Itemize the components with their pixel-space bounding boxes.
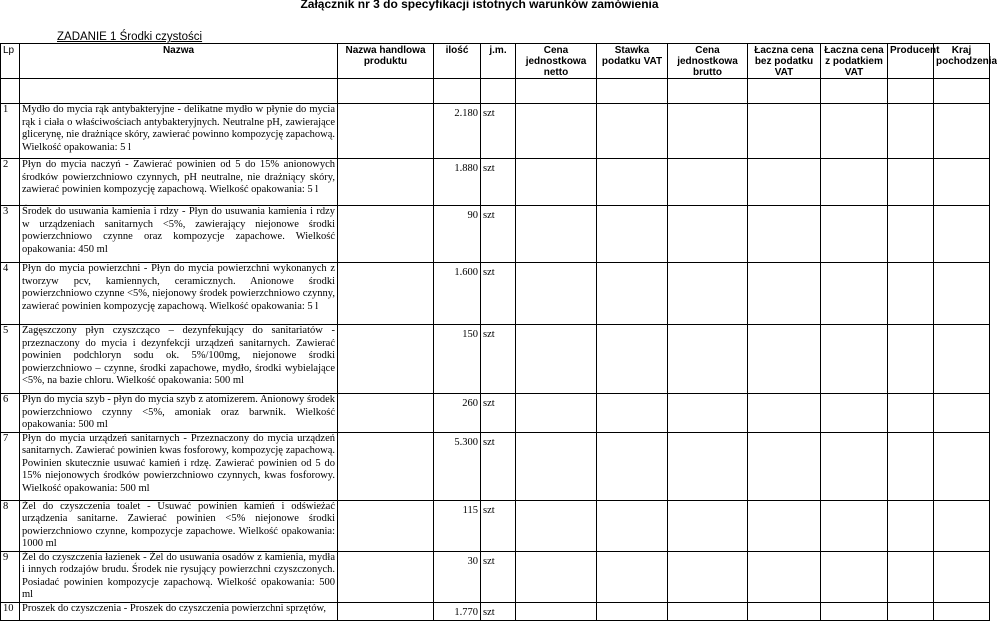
row-unit-gross [668, 602, 748, 620]
table-row [1, 602, 990, 620]
row-total-net [748, 206, 821, 263]
row-name: Proszek do czyszczenia - Proszek do czyszczenia powierzchni sprzętów, [20, 602, 338, 620]
col-unit-gross: Cena jednostkowa brutto [668, 44, 748, 79]
col-lp: Lp [1, 44, 20, 79]
col-unit-net: Cena jednostkowa netto [516, 44, 597, 79]
row-trade-name [338, 159, 434, 206]
row-trade-name [338, 551, 434, 602]
row-total-gross [821, 206, 888, 263]
row-producer [888, 432, 934, 500]
row-unit: szt [481, 104, 516, 159]
row-trade-name [338, 263, 434, 325]
row-qty: 115 [434, 500, 481, 551]
col-country: Kraj pochodzenia [934, 44, 990, 79]
table-row [1, 159, 990, 206]
row-trade-name [338, 432, 434, 500]
row-country [934, 206, 990, 263]
row-total-gross [821, 602, 888, 620]
row-total-net [748, 159, 821, 206]
row-country [934, 551, 990, 602]
row-unit-net [516, 500, 597, 551]
row-unit-gross [668, 432, 748, 500]
row-qty: 260 [434, 394, 481, 433]
col-unit: j.m. [481, 44, 516, 79]
header-row [1, 44, 990, 79]
col-name: Nazwa [20, 44, 338, 79]
row-name: Mydło do mycia rąk antybakteryjne - delikatne mydło w płynie do mycia rąk i ciała o właściwościach antybakteryjnych. Neutralne pH, zawierające glicerynę, nie drażniące skóry, zawierać powinno kompozycję zapachową. Wielkość opakowania: 5 l [20, 104, 338, 159]
price-table [0, 43, 997, 621]
row-unit-net [516, 602, 597, 620]
row-name: Środek do usuwania kamienia i rdzy - Płyn do usuwania kamienia i rdzy w urządzeniach sanitarnych <5%, zawierający niejonowe środki powierzchniowo czynne oraz kompozycje zapachowe. Wielkość opakowania: 450 ml [20, 206, 338, 263]
row-lp: 8 [1, 500, 20, 551]
row-vat-rate [597, 432, 668, 500]
row-name: Żel do czyszczenia łazienek - Żel do usuwania osadów z kamienia, mydła i innych rodzajów brudu. Środek nie rysujący powierzchni czyszczonych. Posiadać powinien kompozycje zapachową. Wielkość opakowania: 500 ml [20, 551, 338, 602]
row-trade-name [338, 602, 434, 620]
row-unit: szt [481, 263, 516, 325]
row-country [934, 602, 990, 620]
row-name: Płyn do mycia szyb - płyn do mycia szyb z atomizerem. Anionowy środek powierzchniowo czynny <5%, amoniak oraz barwnik. Wielkość opakowania: 500 ml [20, 394, 338, 433]
row-unit-net [516, 104, 597, 159]
row-total-gross [821, 551, 888, 602]
col-total-gross: Łaczna cena z podatkiem VAT [821, 44, 888, 79]
row-total-net [748, 104, 821, 159]
row-country [934, 104, 990, 159]
row-unit-gross [668, 551, 748, 602]
row-name: Zagęszczony płyn czyszcząco – dezynfekujący do sanitariatów - przeznaczony do mycia i dezynfekcji urządzeń sanitarnych. Zawierać powinien podchloryn sodu ok. 5%/100mg, niejonowe środki powierzchniowo – czynne, środki zapachowe, mydło, środki wybielające <5%, na bazie chloru. Wielkość opakowania: 500 ml [20, 325, 338, 394]
row-unit: szt [481, 394, 516, 433]
row-unit-net [516, 159, 597, 206]
row-producer [888, 602, 934, 620]
row-unit-gross [668, 104, 748, 159]
row-country [934, 325, 990, 394]
row-lp: 9 [1, 551, 20, 602]
row-unit-gross [668, 500, 748, 551]
spacer-row [1, 79, 990, 104]
row-trade-name [338, 394, 434, 433]
row-total-gross [821, 394, 888, 433]
row-name: Płyn do mycia powierzchni - Płyn do mycia powierzchni wykonanych z tworzyw pcv, kamiennych, ceramicznych. Anionowe środki powierzchniowo czynne <5%, niejonowy środek powierzchniowo czynny, zawierać powinien kompozycję zapachową. Wielkość opakowania: 5 l [20, 263, 338, 325]
row-vat-rate [597, 551, 668, 602]
row-total-gross [821, 432, 888, 500]
col-trade-name: Nazwa handlowa produktu [338, 44, 434, 79]
row-unit-net [516, 432, 597, 500]
row-unit: szt [481, 432, 516, 500]
row-lp: 3 [1, 206, 20, 263]
row-lp: 1 [1, 104, 20, 159]
row-vat-rate [597, 325, 668, 394]
table-row [1, 394, 990, 433]
row-total-gross [821, 263, 888, 325]
col-total-net: Łaczna cena bez podatku VAT [748, 44, 821, 79]
row-vat-rate [597, 104, 668, 159]
row-name: Płyn do mycia urządzeń sanitarnych - Przeznaczony do mycia urządzeń sanitarnych. Zawierać powinien kwas fosforowy, kompozycję zapachową. Powinien skutecznie usuwać kamień i rdzę. Zawierać powinien od 5 do 15% niejonowych środków powierzchniowo czynnych, kwas fosforowy. Wielkość opakowania: 500 ml [20, 432, 338, 500]
row-unit-gross [668, 159, 748, 206]
row-qty: 1.600 [434, 263, 481, 325]
row-unit: szt [481, 602, 516, 620]
row-total-gross [821, 500, 888, 551]
row-country [934, 500, 990, 551]
row-lp: 6 [1, 394, 20, 433]
row-trade-name [338, 206, 434, 263]
col-qty: ilość [434, 44, 481, 79]
row-total-net [748, 394, 821, 433]
table-row [1, 325, 990, 394]
row-unit-net [516, 263, 597, 325]
row-unit-net [516, 206, 597, 263]
table-row [1, 263, 990, 325]
row-total-gross [821, 104, 888, 159]
row-total-gross [821, 159, 888, 206]
table-row [1, 551, 990, 602]
row-producer [888, 206, 934, 263]
table-row [1, 500, 990, 551]
section-title [57, 31, 202, 43]
row-lp: 5 [1, 325, 20, 394]
row-country [934, 394, 990, 433]
row-producer [888, 263, 934, 325]
row-producer [888, 551, 934, 602]
row-vat-rate [597, 263, 668, 325]
row-unit-gross [668, 206, 748, 263]
row-vat-rate [597, 394, 668, 433]
row-name: Żel do czyszczenia toalet - Usuwać powinien kamień i odświeżać urządzenia sanitarne. Zawierać powinien <5% niejonowe środki powierzchniowo czynne, kompozycje zapachowe. Wielkość opakowania: 1000 ml [20, 500, 338, 551]
row-unit-net [516, 394, 597, 433]
attachment-title: Załącznik nr 3 do specyfikacji istotnych warunków zamówienia [300, 0, 659, 11]
row-lp: 10 [1, 602, 20, 620]
row-lp: 7 [1, 432, 20, 500]
row-unit: szt [481, 206, 516, 263]
row-qty: 1.770 [434, 602, 481, 620]
row-vat-rate [597, 500, 668, 551]
row-unit: szt [481, 551, 516, 602]
row-qty: 30 [434, 551, 481, 602]
row-total-net [748, 432, 821, 500]
row-country [934, 432, 990, 500]
row-unit-net [516, 325, 597, 394]
col-vat-rate: Stawka podatku VAT [597, 44, 668, 79]
row-qty: 90 [434, 206, 481, 263]
row-total-gross [821, 325, 888, 394]
row-unit: szt [481, 325, 516, 394]
row-total-net [748, 602, 821, 620]
table-row [1, 104, 990, 159]
row-country [934, 159, 990, 206]
row-qty: 5.300 [434, 432, 481, 500]
table-row [1, 432, 990, 500]
row-producer [888, 500, 934, 551]
row-total-net [748, 500, 821, 551]
row-producer [888, 104, 934, 159]
row-qty: 150 [434, 325, 481, 394]
row-unit-gross [668, 325, 748, 394]
row-total-net [748, 551, 821, 602]
row-producer [888, 325, 934, 394]
row-qty: 2.180 [434, 104, 481, 159]
row-producer [888, 159, 934, 206]
row-vat-rate [597, 602, 668, 620]
row-unit-gross [668, 394, 748, 433]
row-vat-rate [597, 159, 668, 206]
col-producer: Producent [888, 44, 934, 79]
row-unit-gross [668, 263, 748, 325]
row-name: Płyn do mycia naczyń - Zawierać powinien od 5 do 15% anionowych środków powierzchniowo czynnych, pH neutralne, nie drażniący skóry, zawierać powinien kompozycję zapachową. Wielkość opakowania: 5 l [20, 159, 338, 206]
row-unit-net [516, 551, 597, 602]
row-trade-name [338, 500, 434, 551]
row-country [934, 263, 990, 325]
row-unit: szt [481, 159, 516, 206]
row-unit: szt [481, 500, 516, 551]
row-qty: 1.880 [434, 159, 481, 206]
row-lp: 4 [1, 263, 20, 325]
row-vat-rate [597, 206, 668, 263]
row-total-net [748, 263, 821, 325]
row-producer [888, 394, 934, 433]
row-trade-name [338, 104, 434, 159]
section-title-text: ZADANIE 1 Środki czystości [57, 31, 203, 43]
row-lp: 2 [1, 159, 20, 206]
row-total-net [748, 325, 821, 394]
row-trade-name [338, 325, 434, 394]
table-row [1, 206, 990, 263]
